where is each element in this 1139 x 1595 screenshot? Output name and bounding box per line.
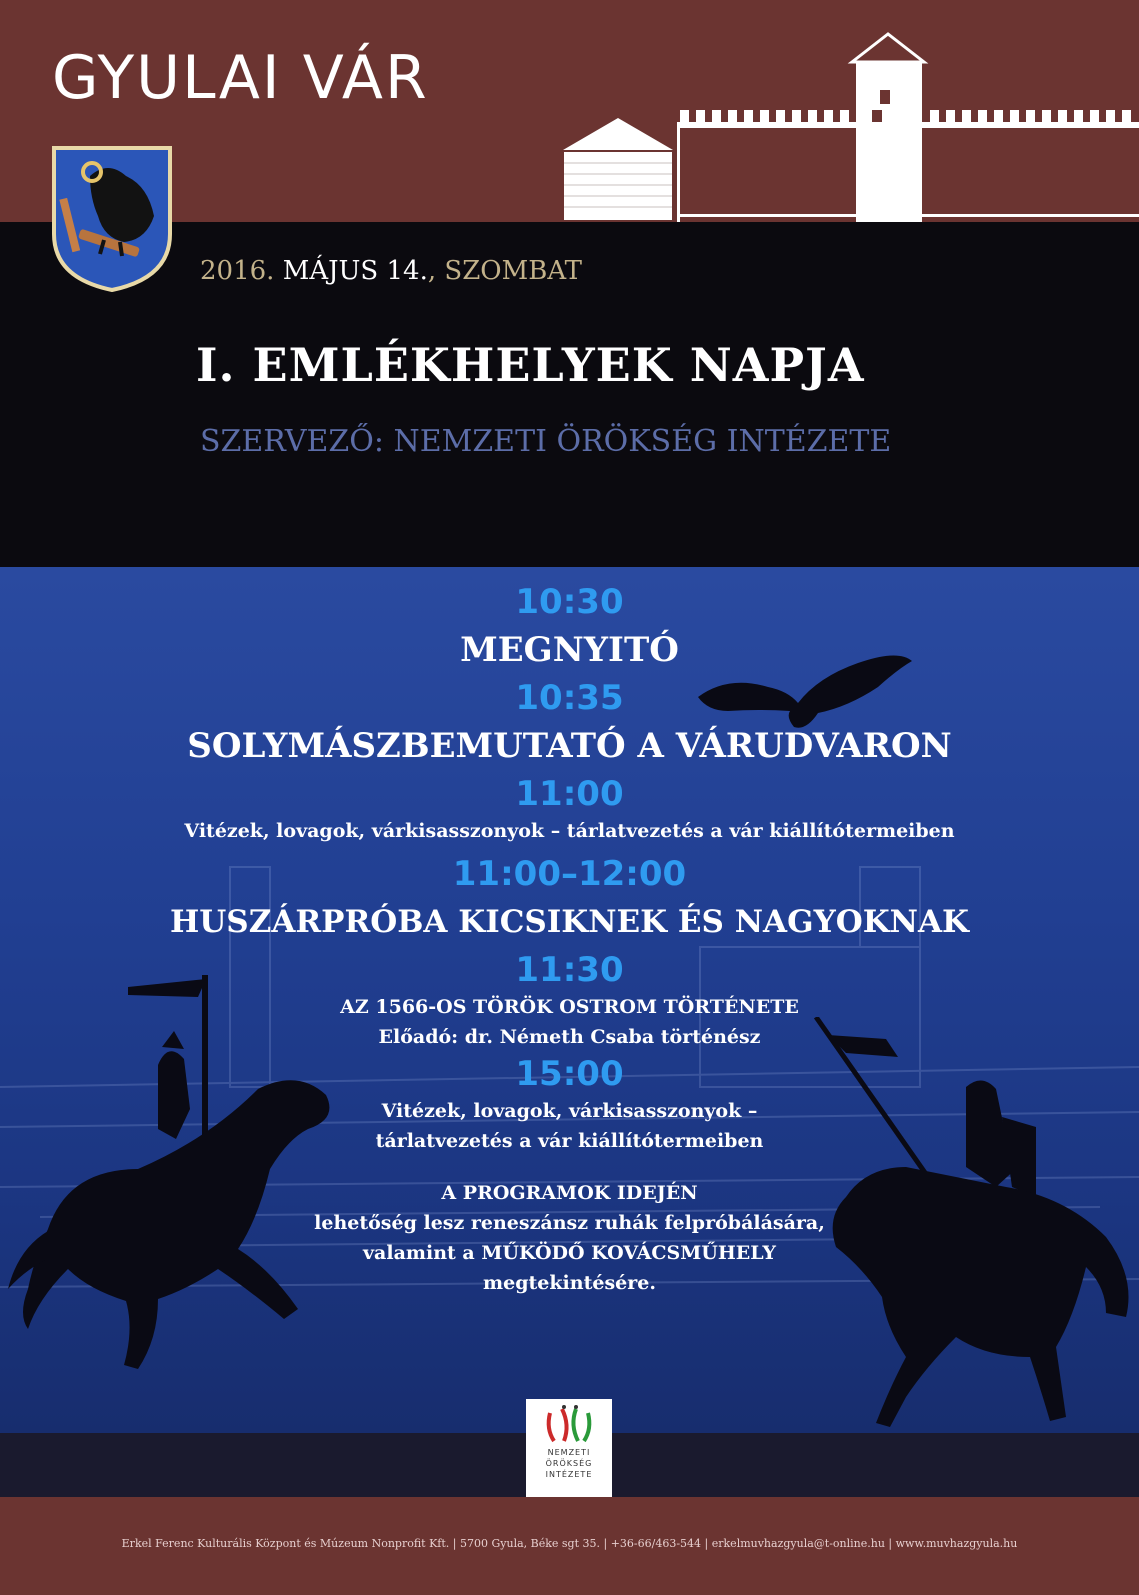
note-line: megtekintésére. (483, 1272, 656, 1294)
program-item (0, 580, 1139, 676)
program-item (0, 948, 1139, 1052)
program-item (0, 1052, 1139, 1156)
date-separator: , (427, 256, 437, 286)
program-note (0, 1178, 1139, 1298)
note-line: valamint a MŰKÖDŐ KOVÁCSMŰHELY (363, 1242, 776, 1264)
program-item (0, 772, 1139, 846)
heritage-logo-icon (526, 1399, 612, 1447)
program-time: 10:30 (515, 582, 624, 622)
activity-line: AZ 1566-OS TÖRÖK OSTROM TÖRTÉNETE (340, 996, 799, 1018)
program-time: 11:00–12:00 (452, 854, 687, 894)
logo-text (526, 1447, 612, 1480)
program-activity (0, 896, 1139, 948)
program-schedule (0, 580, 1139, 1298)
coat-of-arms-icon (50, 146, 174, 292)
note-heading: A PROGRAMOK IDEJÉN (441, 1182, 698, 1204)
program-activity (0, 720, 1139, 772)
program-time: 15:00 (515, 1054, 624, 1094)
footer-band (0, 1497, 1139, 1595)
logo-line: ÖRÖKSÉG (545, 1459, 593, 1468)
activity-line: Vitézek, lovagok, várkisasszonyok – (381, 1100, 758, 1122)
activity-line: tárlatvezetés a vár kiállítótermeiben (375, 1130, 764, 1152)
program-activity (0, 1096, 1139, 1156)
nemzeti-orokseg-logo (526, 1399, 612, 1497)
date-day: MÁJUS 14. (282, 256, 428, 286)
program-activity (0, 992, 1139, 1052)
footer-contact: Erkel Ferenc Kulturális Központ és Múzeum Nonprofit Kft. | 5700 Gyula, Béke sgt 35. | +36-66/463-544 | erkelmuvhazgyula@t-online.hu | www.muvhazgyula.hu (121, 1537, 1018, 1550)
date-weekday: SZOMBAT (444, 256, 583, 286)
activity-line: SOLYMÁSZBEMUTATÓ A VÁRUDVARON (187, 726, 952, 766)
activity-line: Vitézek, lovagok, várkisasszonyok – tárlatvezetés a vár kiállítótermeiben (184, 820, 955, 842)
event-title: I. EMLÉKHELYEK NAPJA (196, 338, 865, 392)
program-activity (0, 624, 1139, 676)
program-activity (0, 816, 1139, 846)
program-item (0, 852, 1139, 948)
activity-line: Előadó: dr. Németh Csaba történész (378, 1026, 761, 1048)
logo-line: INTÉZETE (545, 1470, 593, 1479)
venue-title: GYULAI VÁR (52, 43, 429, 113)
note-line: lehetőség lesz reneszánsz ruhák felpróbálására, (314, 1212, 825, 1234)
castle-illustration (560, 30, 1139, 222)
event-date (200, 256, 582, 286)
date-year: 2016. (200, 256, 275, 286)
program-time: 11:30 (515, 950, 624, 990)
program-time: 10:35 (515, 678, 624, 718)
organizer-line: SZERVEZŐ: NEMZETI ÖRÖKSÉG INTÉZETE (200, 424, 892, 459)
logo-line: NEMZETI (547, 1448, 591, 1457)
activity-line: HUSZÁRPRÓBA KICSIKNEK ÉS NAGYOKNAK (169, 904, 969, 940)
activity-line: MEGNYITÓ (460, 630, 679, 670)
program-item (0, 676, 1139, 772)
program-time: 11:00 (515, 774, 624, 814)
